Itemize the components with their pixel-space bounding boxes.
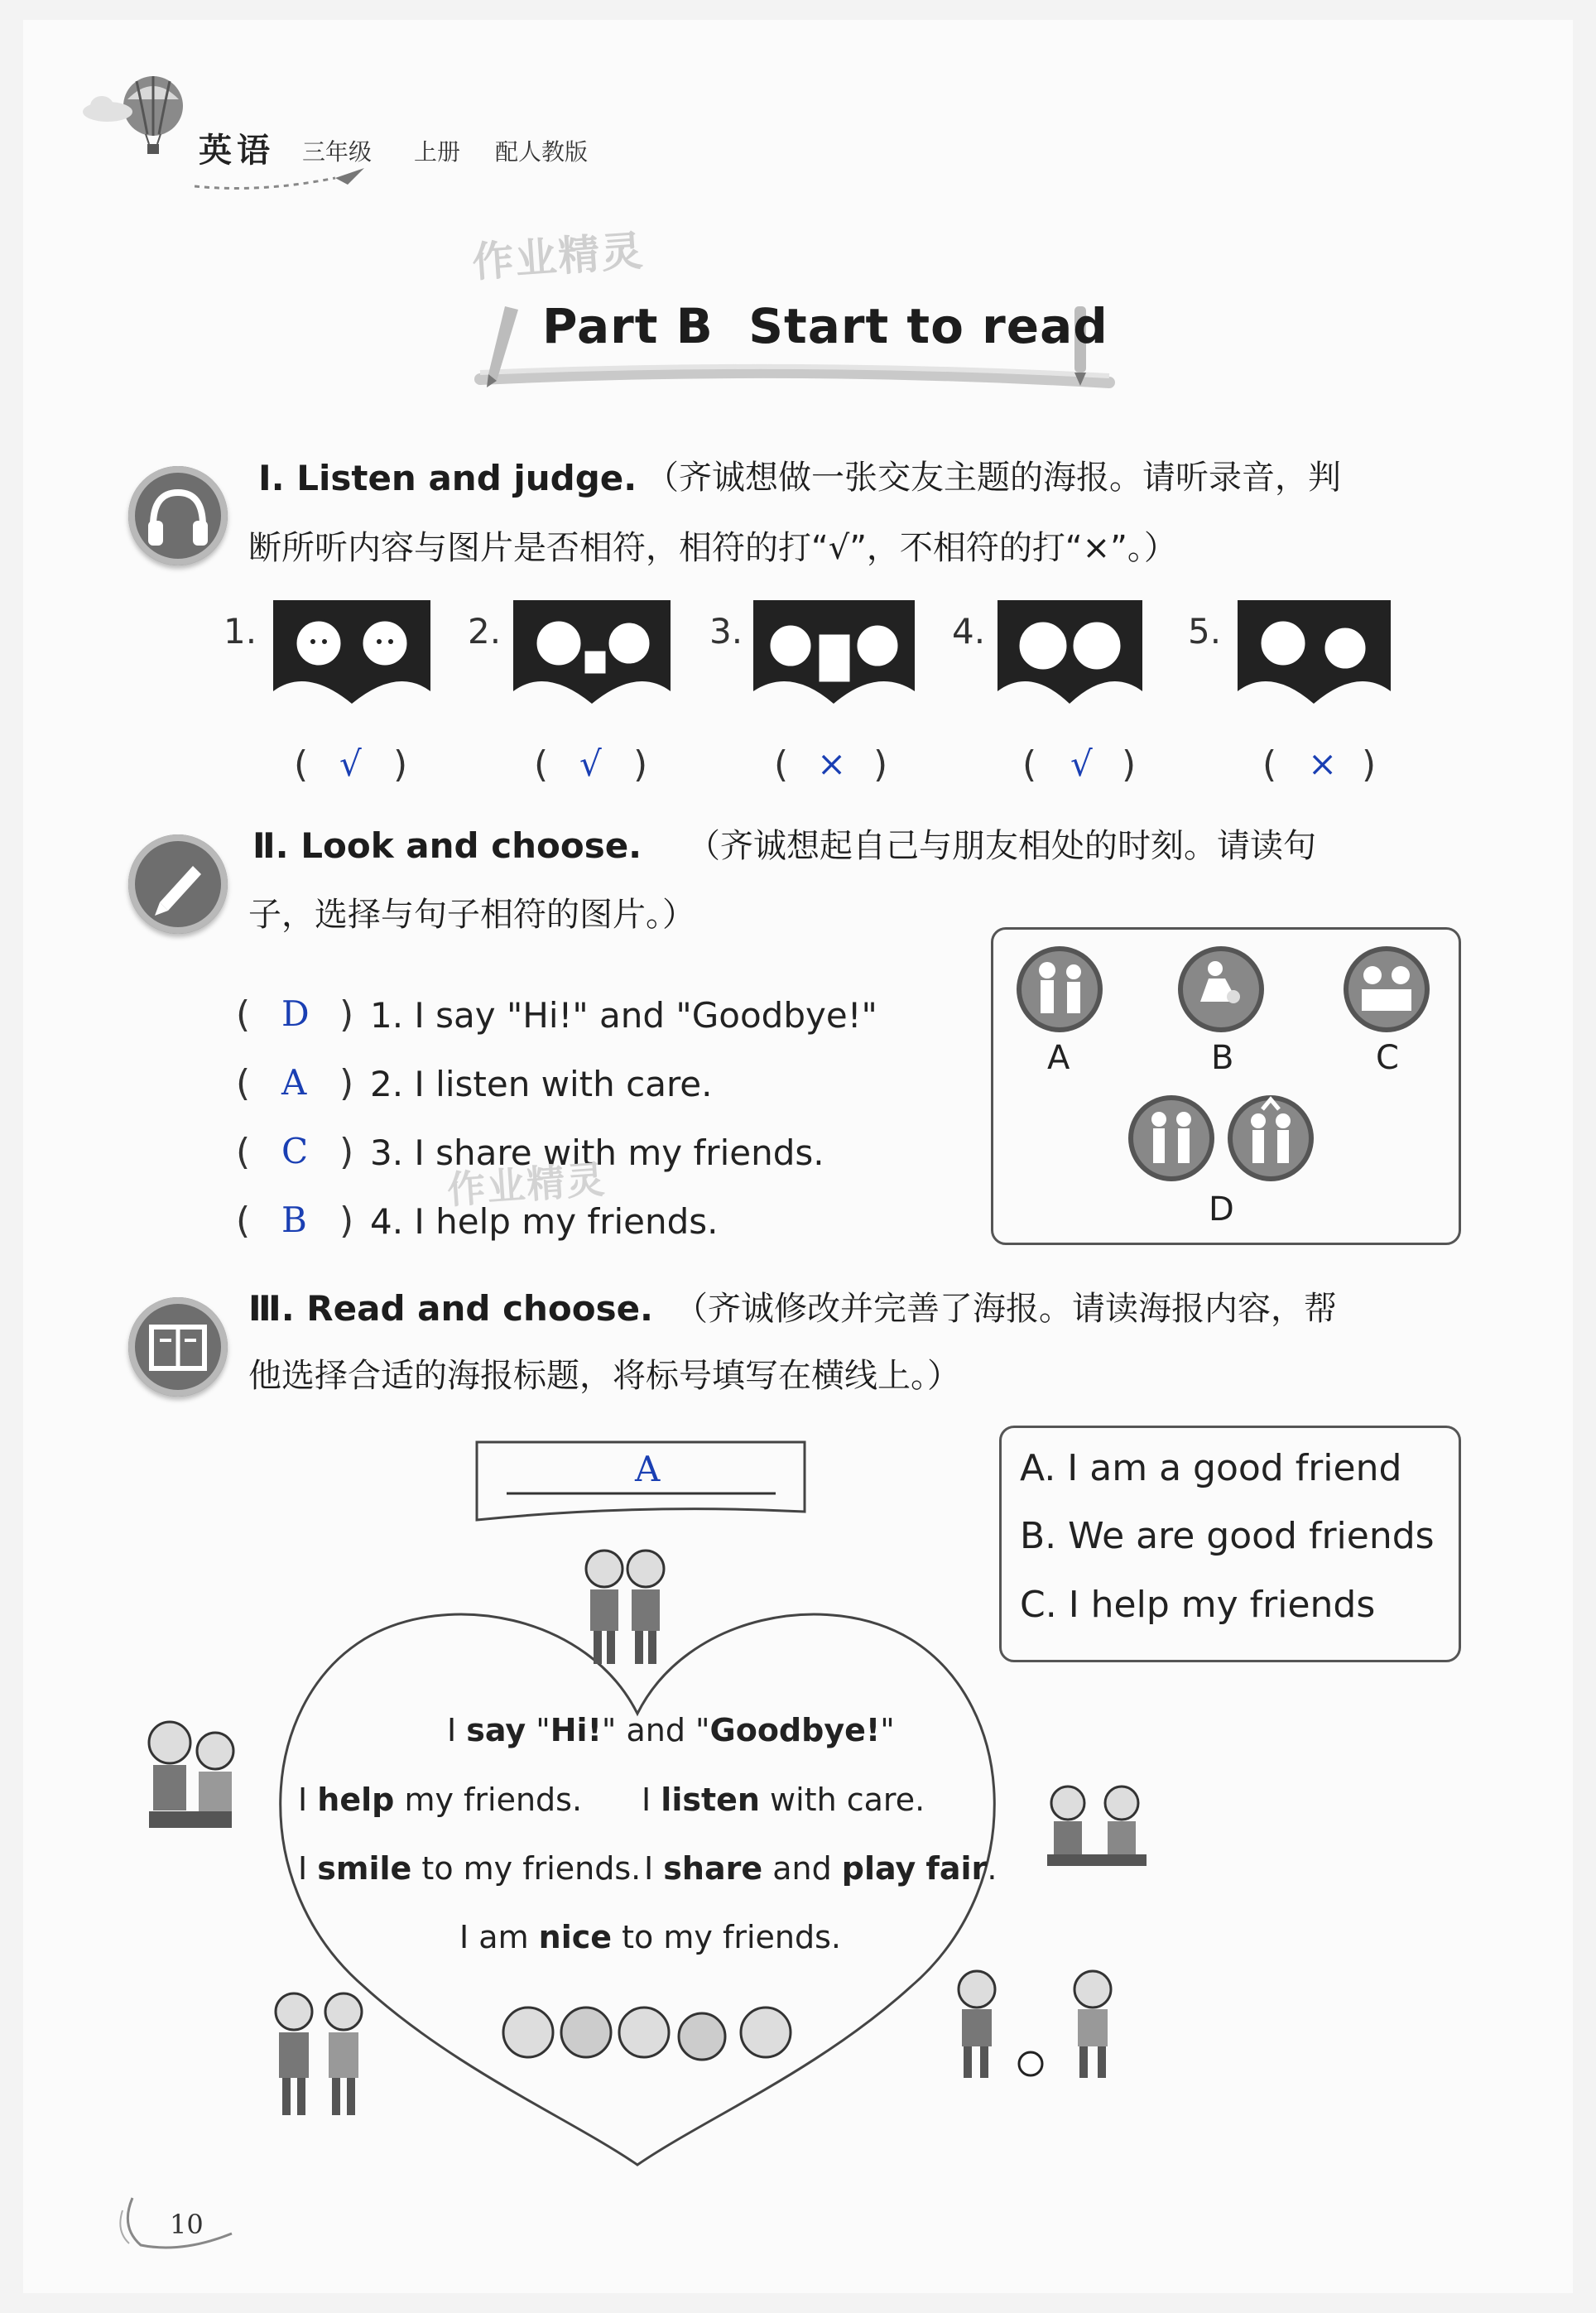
poster-line-2a: I help my friends. [298, 1782, 583, 1818]
page-number: 10 [170, 2209, 204, 2240]
poster-line-3b: I share and play fair. [644, 1850, 997, 1887]
header-grade: 三年级 [302, 138, 373, 166]
question-text: 1. I say "Hi!" and "Goodbye!" [370, 995, 877, 1036]
picture-kids-hugging-icon [997, 600, 1142, 704]
picture-kids-sharing-icon [513, 600, 671, 704]
option-b-label: B [1211, 1039, 1234, 1077]
poster-title-answer[interactable]: A [635, 1449, 661, 1489]
answer-letter[interactable]: D [281, 993, 310, 1034]
option-c-picture-icon [1341, 944, 1432, 1035]
question-row: ( B ) 4. I help my friends. [236, 1200, 719, 1242]
item-number: 1. [224, 611, 257, 652]
cloud-icon [79, 91, 137, 124]
answer-mark: × [817, 743, 847, 784]
kids-sitting-icon [1039, 1780, 1155, 1871]
poster-line-2b: I listen with care. [642, 1782, 925, 1818]
option-d-label: D [1209, 1190, 1234, 1229]
answer-slot-2[interactable]: ( √ ) [534, 743, 648, 786]
answer-mark: √ [1070, 743, 1093, 784]
option-b-picture-icon [1175, 944, 1267, 1035]
header-subject: 英语 [199, 132, 275, 170]
poster-line-1: I say "Hi!" and "Goodbye!" [447, 1712, 895, 1748]
header-edition: 配人教版 [495, 138, 589, 166]
section1-instruction-line1: （齐诚想做一张交友主题的海报。请听录音，判 [646, 459, 1341, 497]
section3-instruction-line2: 他选择合适的海报标题，将标号填写在横线上。） [248, 1357, 960, 1395]
group-of-kids-faces-icon [497, 1995, 811, 2070]
option-d-picture-1-icon [1126, 1093, 1217, 1184]
question-text: 2. I listen with care. [370, 1064, 713, 1104]
kids-playing-icon [132, 1714, 248, 1838]
kids-playing-football-icon [944, 1966, 1151, 2082]
answer-mark: √ [339, 743, 362, 784]
option-d-picture-2-icon [1225, 1093, 1316, 1184]
answer-slot-1[interactable]: ( √ ) [294, 743, 408, 786]
question-text: 4. I help my friends. [370, 1201, 719, 1242]
watermark: 作业精灵 [445, 1156, 608, 1213]
option-a-label: A [1047, 1039, 1070, 1077]
section1-heading: Ⅰ. Listen and judge. [258, 458, 637, 498]
title-option-a: A. I am a good friend [1020, 1447, 1402, 1489]
section3-heading: Ⅲ. Read and choose. [248, 1288, 654, 1329]
pencil-icon [128, 834, 228, 934]
section1-instruction-line2: 断所听内容与图片是否相符，相符的打“√”，不相符的打“×”。） [248, 529, 1177, 567]
page-title: Part B Start to read [542, 298, 1108, 354]
section2-instruction-line1: （齐诚想起自己与朋友相处的时刻。请读句 [687, 827, 1316, 865]
question-row: ( A ) 2. I listen with care. [236, 1062, 713, 1104]
option-a-picture-icon [1014, 944, 1105, 1035]
watermark: 作业精灵 [470, 226, 647, 287]
answer-mark: √ [579, 743, 602, 784]
answer-letter[interactable]: A [281, 1062, 307, 1103]
poster-line-4: I am nice to my friends. [459, 1919, 841, 1955]
answer-mark: × [1308, 743, 1338, 784]
section3-instruction-line1: （齐诚修改并完善了海报。请读海报内容，帮 [675, 1290, 1337, 1328]
book-icon [128, 1297, 228, 1397]
picture-kids-greeting-icon [273, 600, 430, 704]
item-number: 4. [952, 611, 986, 652]
title-option-c: C. I help my friends [1020, 1584, 1376, 1626]
poster-line-3a: I smile to my friends. [298, 1850, 642, 1887]
headphones-icon [128, 466, 228, 565]
answer-slot-4[interactable]: ( √ ) [1022, 743, 1137, 786]
item-number: 2. [468, 611, 502, 652]
question-row: ( C ) 3. I share with my friends. [236, 1131, 824, 1173]
header-volume: 上册 [414, 138, 461, 166]
kids-handshake-icon [261, 1987, 377, 2119]
title-option-b: B. We are good friends [1020, 1515, 1435, 1557]
item-number: 5. [1188, 611, 1222, 652]
answer-slot-3[interactable]: ( × ) [774, 743, 888, 786]
paper-plane-trail-icon [195, 161, 368, 195]
picture-kids-talking-icon [1238, 600, 1391, 704]
question-text: 3. I share with my friends. [370, 1132, 824, 1173]
answer-letter[interactable]: B [281, 1200, 307, 1240]
question-row: ( D ) 1. I say "Hi!" and "Goodbye!" [236, 993, 877, 1036]
two-kids-friends-icon [575, 1544, 675, 1668]
item-number: 3. [709, 611, 743, 652]
option-c-label: C [1376, 1039, 1399, 1077]
picture-kids-with-cake-icon [753, 600, 915, 704]
section2-instruction-line2: 子，选择与句子相符的图片。） [248, 896, 695, 934]
answer-letter[interactable]: C [281, 1131, 309, 1171]
section2-heading: Ⅱ. Look and choose. [252, 825, 642, 866]
answer-slot-5[interactable]: ( × ) [1262, 743, 1377, 786]
